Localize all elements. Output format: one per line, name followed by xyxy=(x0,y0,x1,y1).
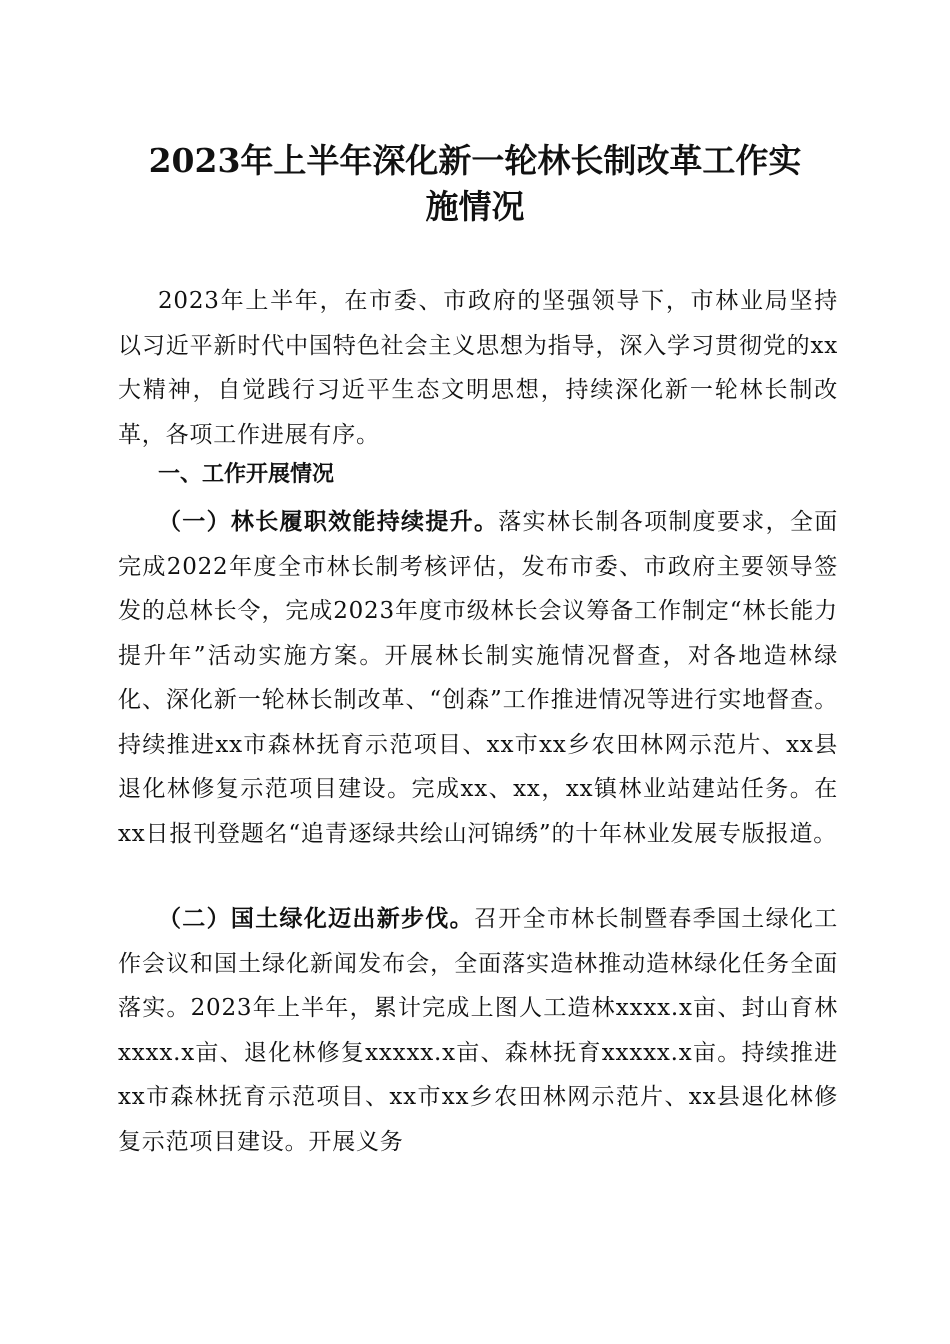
section-heading: 一、工作开展情况 xyxy=(158,462,335,487)
item-1-paragraph xyxy=(118,500,838,856)
document-title-line-1: 2023年上半年深化新一轮林长制改革工作实 xyxy=(148,141,802,180)
item-2-lead: （二）国土绿化迈出新步伐。 xyxy=(158,905,474,932)
item-2-paragraph xyxy=(118,897,838,1164)
item-1-text: 落实林长制各项制度要求，全面完成2022年度全市林长制考核评估，发布市委、市政府主要领导签发的总林长令，完成2023年度市级林长会议筹备工作制定“林长能力提升年”活动实施方案。开展林长制实施情况督查，对各地造林绿化、深化新一轮林长制改革、“创森”工作推进情况等进行实地督查。持续推进xx市森林抚育示范项目、xx市xx乡农田林网示范片、xx县退化林修复示范项目建设。完成xx、xx，xx镇林业站建站任务。在xx日报刊登题名“追青逐绿共绘山河锦绣”的十年林业发展专版报道。 xyxy=(118,509,838,847)
document-title-line-2: 施情况 xyxy=(425,187,525,226)
item-2-text: 召开全市林长制暨春季国土绿化工作会议和国土绿化新闻发布会，全面落实造林推动造林绿化任务全面落实。2023年上半年，累计完成上图人工造林xxxx.x亩、封山育林xxxx.x亩、退化林修复xxxxx.x亩、森林抚育xxxxx.x亩。持续推进xx市森林抚育示范项目、xx市xx乡农田林网示范片、xx县退化林修复示范项目建设。开展义务 xyxy=(118,906,839,1155)
item-1-lead: （一）林长履职效能持续提升。 xyxy=(158,508,499,535)
intro-paragraph: 2023年上半年，在市委、市政府的坚强领导下，市林业局坚持以习近平新时代中国特色社会主义思想为指导，深入学习贯彻党的xx大精神，自觉践行习近平生态文明思想，持续深化新一轮林长制改革，各项工作进展有序。 xyxy=(118,288,838,448)
